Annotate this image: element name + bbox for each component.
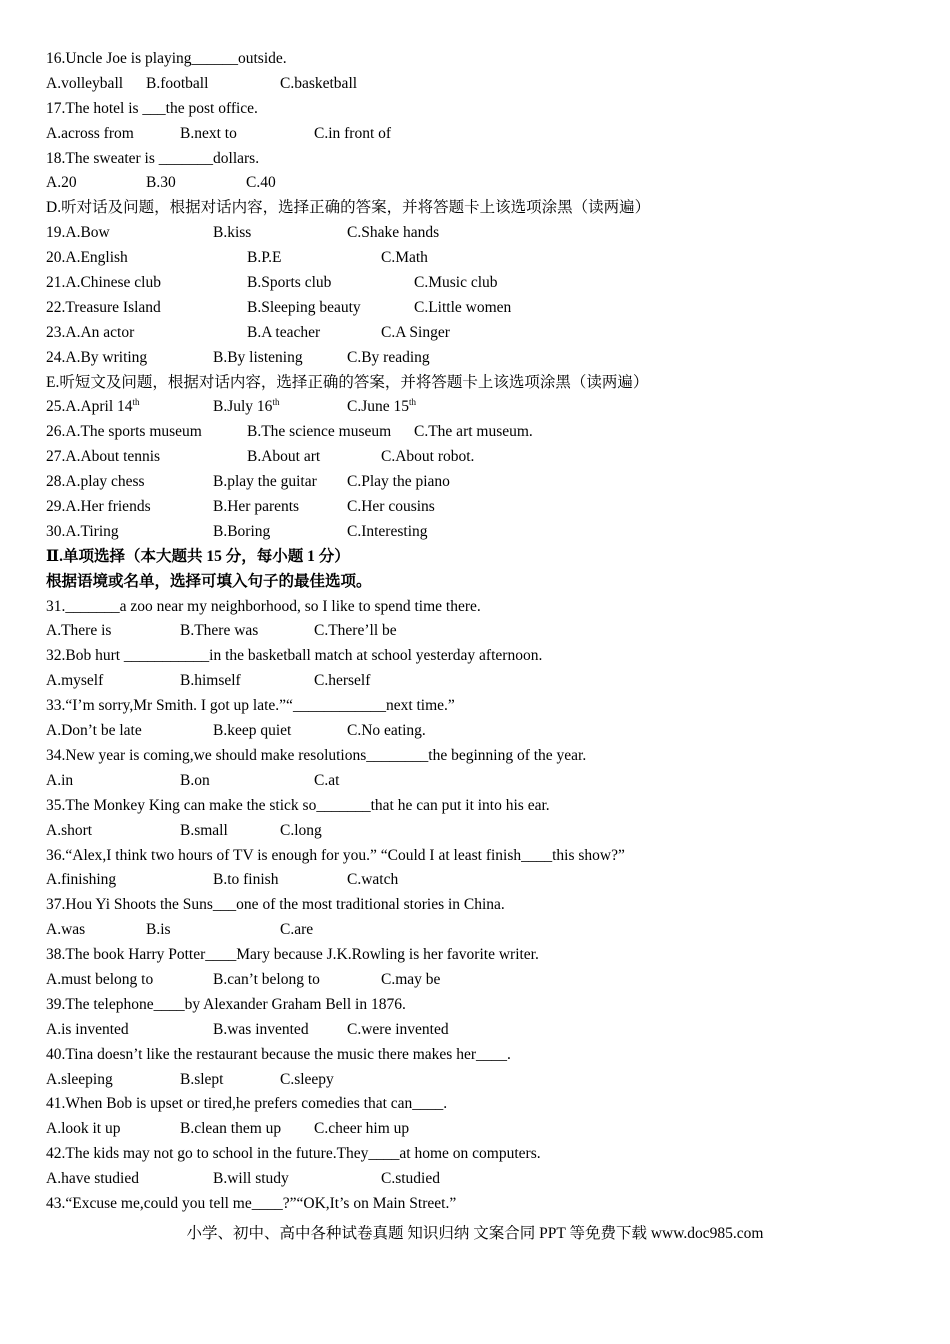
option-a: A.in	[46, 771, 74, 789]
option-c: C.There’ll be	[314, 622, 397, 640]
options-row	[46, 868, 906, 893]
option-a: 21.A.Chinese club	[46, 274, 161, 292]
option-c: C.Music club	[414, 274, 498, 292]
options-row	[46, 520, 906, 545]
ordinal-suffix: th	[132, 397, 140, 408]
option-c: C.Her cousins	[347, 498, 435, 516]
option-c: C.Little women	[414, 298, 512, 316]
option-c: C.in front of	[314, 124, 392, 142]
options-row	[46, 346, 906, 371]
options-row	[46, 1018, 906, 1043]
options-row	[46, 1068, 906, 1093]
option-c: C.Interesting	[347, 522, 428, 540]
question-line: 42.The kids may not go to school in the future.They____at home on computers.	[46, 1145, 541, 1163]
options-row	[46, 769, 906, 794]
option-a: 28.A.play chess	[46, 473, 145, 491]
option-b: B.P.E	[247, 249, 282, 267]
option-a: 29.A.Her friends	[46, 498, 151, 516]
option-b: B.on	[180, 771, 210, 789]
option-c: C.About robot.	[381, 448, 475, 466]
options-row	[46, 719, 906, 744]
option-b: B.Sports club	[247, 274, 332, 292]
option-a: 19.A.Bow	[46, 224, 110, 242]
option-a: A.short	[46, 821, 93, 839]
option-b: B.About art	[247, 448, 321, 466]
option-a: 24.A.By writing	[46, 348, 148, 366]
option-b: B.slept	[180, 1070, 224, 1088]
option-a: 20.A.English	[46, 249, 128, 267]
options-row	[46, 171, 906, 196]
option-b: B.The science museum	[247, 423, 392, 441]
section-heading: Ⅱ.单项选择（本大题共 15 分，每小题 1 分）	[46, 547, 350, 565]
option-b: B.can’t belong to	[213, 970, 320, 988]
option-b: B.football	[146, 74, 209, 92]
option-b: B.himself	[180, 672, 241, 690]
options-row	[46, 445, 906, 470]
option-c: C.studied	[381, 1170, 440, 1188]
option-a: 23.A.An actor	[46, 323, 135, 341]
options-row	[46, 420, 906, 445]
option-b: B.to finish	[213, 871, 279, 889]
option-a: A.across from	[46, 124, 134, 142]
option-a: A.finishing	[46, 871, 117, 889]
option-b: B.30	[146, 174, 176, 192]
question-line: 33.“I’m sorry,Mr Smith. I got up late.”“____________next time.”	[46, 697, 455, 715]
options-row	[46, 918, 906, 943]
options-row	[46, 619, 906, 644]
options-row	[46, 470, 906, 495]
question-line: 16.Uncle Joe is playing______outside.	[46, 50, 287, 67]
options-row	[46, 395, 906, 420]
option-b: B.kiss	[213, 224, 252, 242]
options-row	[46, 221, 906, 246]
ordinal-suffix: th	[409, 397, 417, 408]
question-line: 41.When Bob is upset or tired,he prefers comedies that can____.	[46, 1095, 448, 1113]
question-line: 35.The Monkey King can make the stick so_______that he can put it into his ear.	[46, 796, 550, 814]
question-line: 36.“Alex,I think two hours of TV is enough for you.” “Could I at least finish____this show?”	[46, 846, 625, 864]
question-line: E.听短文及问题，根据对话内容，选择正确的答案，并将答题卡上该选项涂黑（读两遍）	[46, 373, 649, 391]
option-b: B.Her parents	[213, 498, 300, 516]
question-line: 37.Hou Yi Shoots the Suns___one of the most traditional stories in China.	[46, 896, 505, 914]
option-c: C.No eating.	[347, 722, 426, 740]
option-a: A.volleyball	[46, 74, 124, 92]
options-row	[46, 1167, 906, 1192]
option-a: A.Don’t be late	[46, 722, 142, 740]
option-c: C.June 15th	[347, 397, 417, 416]
option-c: C.sleepy	[280, 1070, 334, 1088]
option-b: B.small	[180, 821, 228, 839]
option-c: C.Math	[381, 249, 428, 267]
option-c: C.may be	[381, 970, 441, 988]
option-a: A.must belong to	[46, 970, 154, 988]
option-c: C.40	[246, 174, 276, 192]
question-line: 34.New year is coming,we should make resolutions________the beginning of the year.	[46, 746, 587, 764]
option-c: C.The art museum.	[414, 423, 533, 441]
option-c: C.at	[314, 771, 340, 789]
question-line: 40.Tina doesn’t like the restaurant because the music there makes her____.	[46, 1045, 511, 1063]
options-row	[46, 321, 906, 346]
option-c: C.By reading	[347, 348, 430, 366]
question-line: D.听对话及问题，根据对话内容，选择正确的答案，并将答题卡上该选项涂黑（读两遍）	[46, 199, 651, 217]
option-a: A.myself	[46, 672, 104, 690]
ordinal-suffix: th	[272, 397, 280, 408]
option-c: C.basketball	[280, 74, 358, 92]
option-a: A.sleeping	[46, 1070, 113, 1088]
question-line: 32.Bob hurt ___________in the basketball match at school yesterday afternoon.	[46, 647, 543, 665]
options-row	[46, 819, 906, 844]
option-b: B.keep quiet	[213, 722, 292, 740]
option-b: B.play the guitar	[213, 473, 317, 491]
option-a: 26.A.The sports museum	[46, 423, 202, 441]
option-c: C.A Singer	[381, 323, 450, 341]
option-c: C.were invented	[347, 1020, 449, 1038]
option-a: 22.Treasure Island	[46, 298, 161, 316]
exam-page	[46, 47, 906, 1217]
options-row	[46, 271, 906, 296]
option-c: C.herself	[314, 672, 371, 690]
option-b: B.was invented	[213, 1020, 309, 1038]
option-a: 25.A.April 14th	[46, 397, 140, 416]
options-row	[46, 968, 906, 993]
question-line: 17.The hotel is ___the post office.	[46, 99, 258, 117]
options-row	[46, 1117, 906, 1142]
options-row	[46, 72, 906, 97]
option-c: C.are	[280, 921, 314, 939]
question-line: 39.The telephone____by Alexander Graham Bell in 1876.	[46, 995, 406, 1013]
question-line: 43.“Excuse me,could you tell me____?”“OK,It’s on Main Street.”	[46, 1194, 457, 1212]
option-b: B.Boring	[213, 522, 271, 540]
option-c: C.Play the piano	[347, 473, 450, 491]
option-c: C.cheer him up	[314, 1120, 410, 1138]
option-b: B.will study	[213, 1170, 289, 1188]
question-line: 31._______a zoo near my neighborhood, so I like to spend time there.	[46, 597, 481, 615]
option-a: 30.A.Tiring	[46, 522, 119, 540]
option-c: C.long	[280, 821, 322, 839]
option-c: C.Shake hands	[347, 224, 440, 242]
option-b: B.There was	[180, 622, 259, 640]
options-row	[46, 122, 906, 147]
question-line: 38.The book Harry Potter____Mary because J.K.Rowling is her favorite writer.	[46, 946, 539, 964]
option-b: B.A teacher	[247, 323, 321, 341]
option-b: B.clean them up	[180, 1120, 282, 1138]
option-a: A.There is	[46, 622, 112, 640]
option-a: A.have studied	[46, 1170, 139, 1188]
option-b: B.By listening	[213, 348, 303, 366]
question-line: 18.The sweater is _______dollars.	[46, 149, 260, 167]
options-row	[46, 669, 906, 694]
section-heading: 根据语境或名单，选择可填入句子的最佳选项。	[46, 572, 372, 590]
option-b: B.July 16th	[213, 397, 280, 416]
option-a: A.look it up	[46, 1120, 121, 1138]
option-a: A.is invented	[46, 1020, 129, 1038]
option-a: A.20	[46, 174, 77, 192]
options-row	[46, 495, 906, 520]
options-row	[46, 246, 906, 271]
options-row	[46, 296, 906, 321]
option-a: A.was	[46, 921, 86, 939]
option-b: B.Sleeping beauty	[247, 298, 361, 316]
option-b: B.next to	[180, 124, 237, 142]
option-a: 27.A.About tennis	[46, 448, 161, 466]
option-b: B.is	[146, 921, 171, 939]
option-c: C.watch	[347, 871, 399, 889]
page-footer: 小学、初中、高中各种试卷真题 知识归纳 文案合同 PPT 等免费下载 www.doc985.com	[186, 1225, 764, 1242]
